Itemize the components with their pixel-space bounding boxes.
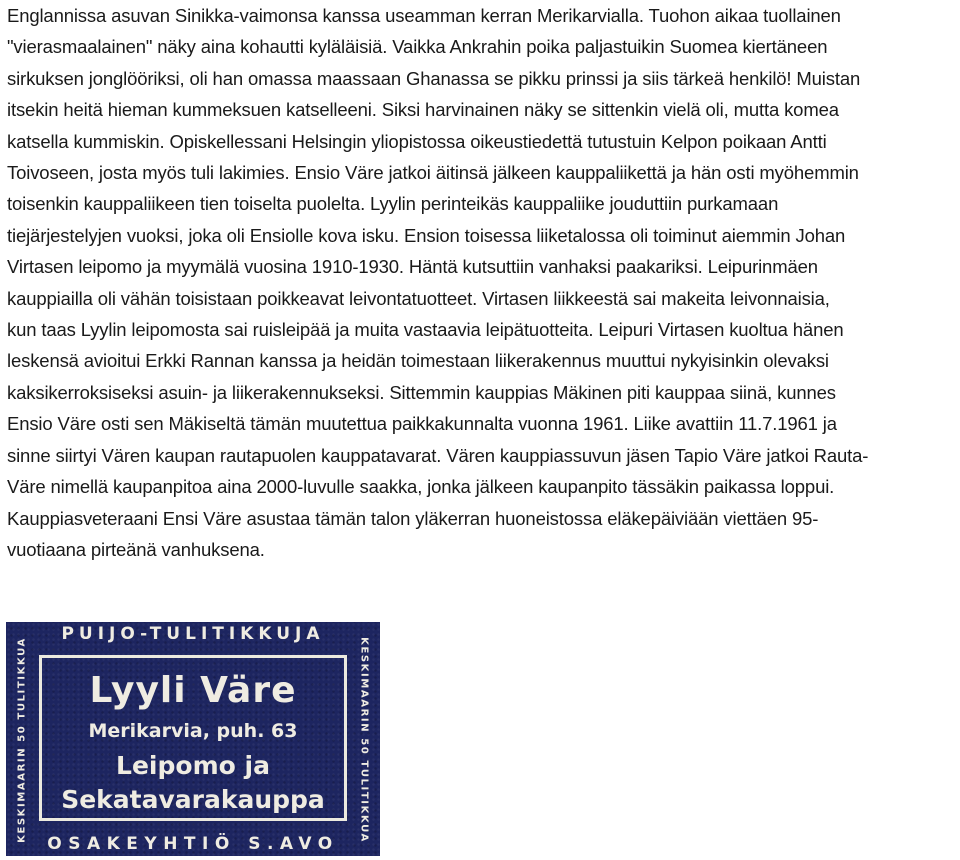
paragraph-line: "vierasmaalainen" näky aina kohautti kyläläisiä. Vaikka Ankrahin poika paljastuikin Suomea kiertäneen [7,36,828,58]
label-inner-frame [39,655,347,821]
label-business-line-1: Leipomo ja [116,751,270,780]
paragraph-line: katsella kummiskin. Opiskellessani Helsingin yliopistossa oikeustiedettä tutustuin Kelpon poikaan Antti [7,130,827,152]
label-bottom-border-text: OSAKEYHTIÖ S.AVO [47,834,339,854]
label-business-line-2: Sekatavarakauppa [61,785,325,814]
paragraph-line: leskensä avioitui Erkki Rannan kanssa ja heidän toimestaan liikerakennus muuttui nykyisinkin olevaksi [7,350,829,372]
label-shop-name: Lyyli Väre [89,670,297,711]
paragraph-line: Toivoseen, josta myös tuli lakimies. Ensio Väre jatkoi äitinsä jälkeen kauppaliikettä ja hän osti myöhemmin [7,162,859,184]
paragraph-line: vuotiaana pirteänä vanhuksena. [7,538,265,560]
paragraph-line: Ensio Väre osti sen Mäkiseltä tämän muutettua paikkakunnalta vuonna 1961. Liike avattiin 11.7.1961 ja [7,413,837,435]
label-left-border-text: KESKIMAARIN 50 TULITIKKUA [16,637,28,843]
label-right-border-text: KESKIMAARIN 50 TULITIKKUA [358,637,370,843]
matchbox-label-image [6,622,380,856]
paragraph-line: toisenkin kauppaliikeen tien toiselta puolelta. Lyylin perinteikäs kauppaliike jouduttiin purkamaan [7,193,779,215]
paragraph-line: Englannissa asuvan Sinikka-vaimonsa kanssa useamman kerran Merikarvialla. Tuohon aikaa tuollainen [7,5,841,26]
paragraph-line: Virtasen leipomo ja myymälä vuosina 1910-1930. Häntä kutsuttiin vanhaksi paakariksi. Leipurinmäen [7,256,818,278]
paragraph-line: itsekin heitä hieman kummeksuen katselleeni. Siksi harvinainen näky se sittenkin vielä oli, mutta komea [7,99,839,121]
paragraph-line: Väre nimellä kaupanpitoa aina 2000-luvulle saakka, jonka jälkeen kaupanpito tässäkin paikassa loppui. [7,476,835,498]
paragraph-line: Kauppiasveteraani Ensi Väre asustaa tämän talon yläkerran huoneistossa eläkepäiviään viettäen 95- [7,507,819,529]
paragraph-line: tiejärjestelyjen vuoksi, joka oli Ensiolle kova isku. Ension toisessa liiketalossa oli toiminut aiemmin Johan [7,224,846,246]
paragraph-line: kauppiailla oli vähän toisistaan poikkeavat leivontatuotteet. Virtasen liikkeestä sai makeita leivonnaisia, [7,287,830,309]
paragraph-line: sinne siirtyi Vären kaupan rautapuolen kauppatavarat. Vären kauppiassuvun jäsen Tapio Väre jatkoi Rauta- [7,444,869,466]
paragraph-line: kaksikerroksiseksi asuin- ja liikerakennukseksi. Sittemmin kauppias Mäkinen piti kauppaa siinä, kunnes [7,381,836,403]
label-place-phone: Merikarvia, puh. 63 [88,720,298,742]
paragraph-line: sirkuksen jonglööriksi, oli han omassa maassaan Ghanassa se pikku prinssi ja siis tärkeä henkilö! Muistan [7,67,861,89]
paragraph [7,0,957,565]
label-top-border-text: PUIJO-TULITIKKUJA [61,624,325,644]
paragraph-line: kun taas Lyylin leipomosta sai ruisleipää ja muita vastaavia leipätuotteita. Leipuri Virtasen kuoltua hänen [7,319,844,341]
